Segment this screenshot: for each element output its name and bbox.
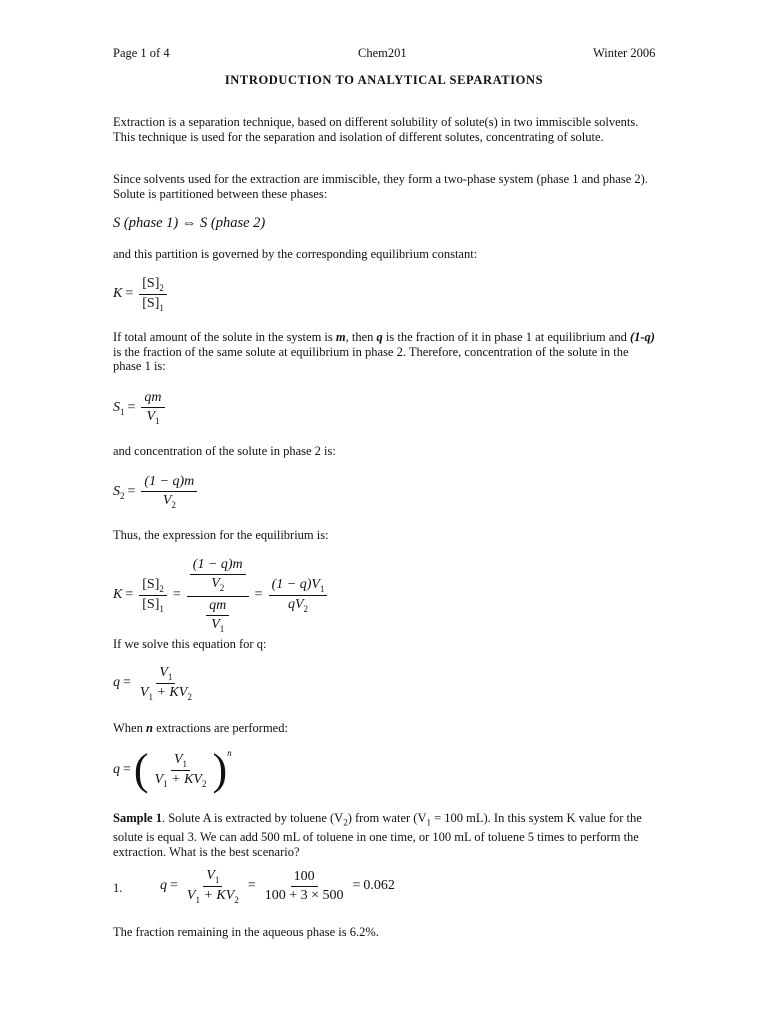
header-term: Winter 2006: [593, 46, 656, 60]
eq-K-fraction: $\frac{[S]_2}{[S]_1}$: [139, 276, 167, 313]
equation-sample-1: q = $\frac{V_1}{V_1 + KV_2}$ = $\frac{100}{100 + 3 \times 500}$ = 0.062: [160, 868, 395, 905]
equation-K-expanded: K = $\frac{[S]_2}{[S]_1}$ = $\frac{\frac{(1 - q)m}{V_2}}{\frac{qm}{V_1}}$ = $\frac{(1 - q)V_1}{qV_2}$: [113, 557, 330, 634]
equation-q: q = $\frac{V_1}{V_1 + KV_2}$: [113, 665, 192, 702]
paragraph-n-extractions: When n extractions are performed:: [113, 721, 288, 735]
paragraph-equilibrium-expression: Thus, the expression for the equilibrium is:: [113, 528, 329, 542]
equation-S2: $S_2$ = $\frac{(1 - q)m}{V_2}$: [113, 474, 200, 510]
header-course: Chem201: [358, 46, 407, 60]
equation-K: K = $\frac{[S]_2}{[S]_1}$: [113, 276, 170, 313]
partition-equation: S (phase 1) ⇔ S (phase 2): [113, 215, 266, 231]
paragraph-two-phase: Since solvents used for the extraction are immiscible, they form a two-phase system (phase 1 and phase 2). Solute is partitioned between these phases:: [113, 172, 648, 201]
paragraph-phase2-concentration: and concentration of the solute in phase 2 is:: [113, 444, 336, 458]
eq-K-label: K: [113, 286, 123, 302]
item-1-label: 1.: [113, 881, 123, 895]
page-title: INTRODUCTION TO ANALYTICAL SEPARATIONS: [224, 73, 544, 87]
paragraph-solve-q: If we solve this equation for q:: [113, 637, 267, 651]
paragraph-equilibrium-constant: and this partition is governed by the corresponding equilibrium constant:: [113, 247, 478, 261]
paragraph-fraction-definition: If total amount of the solute in the system is m, then q is the fraction of it in phase 1 at equilibrium and (1-q) is the fraction of the same solute at equilibrium in phase 2. Therefore, concentration of the solute in the phase 1 is:: [113, 330, 655, 373]
equation-q-n: q = ( $\frac{V_1}{V_1 + KV_2}$ ) $^n$: [113, 745, 232, 794]
paragraph-conclusion: The fraction remaining in the aqueous phase is 6.2%.: [113, 925, 379, 939]
paragraph-sample-1: Sample 1. Solute A is extracted by toluene $(V_2)$ from water ($V_1 = 100$ mL). In this system K value for the solute is equal 3. We can add 500 mL of toluene in one time, or 100 mL of toluene 5 times to perform the extraction. What is the best scenario?: [113, 811, 642, 859]
paragraph-intro: Extraction is a separation technique, based on different solubility of solute(s) in two immiscible solvents. This technique is used for the separation and isolation of different solutes, concentrating of solute.: [113, 115, 639, 144]
header-page-number: Page 1 of 4: [113, 46, 170, 60]
equation-S1: $S_1$ = $\frac{qm}{V_1}$: [113, 390, 168, 426]
